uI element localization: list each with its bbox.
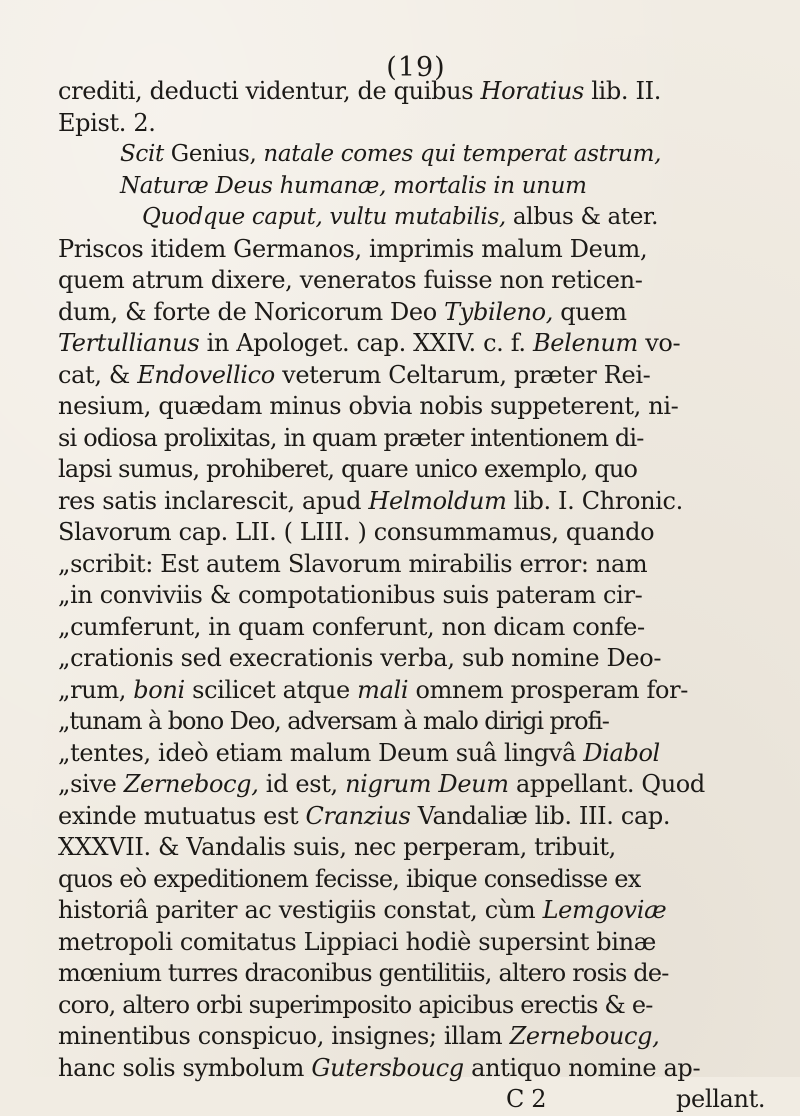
text-run: metropoli comitatus Lippiaci hodiè supersint binæ [58, 927, 656, 956]
text-run: lapsi sumus, prohiberet, quare unico exemplo, quo [58, 455, 638, 483]
text-line [58, 895, 788, 927]
text-run: Epist. 2. [58, 108, 156, 137]
text-run: lib. I. Chronic. [506, 486, 683, 515]
text-line [58, 108, 788, 140]
text-run: mœnium turres draconibus gentilitiis, altero rosis de- [58, 959, 669, 987]
text-line [58, 643, 788, 675]
italic-text: Scit [120, 141, 164, 167]
italic-text: Tybileno, [444, 297, 554, 326]
text-line [58, 990, 788, 1022]
text-run: XXXVII. & Vandalis suis, nec perperam, tribuit, [58, 833, 616, 861]
italic-text: Tertullianus [58, 329, 200, 357]
text-line [58, 675, 788, 707]
text-run: quem [553, 297, 627, 326]
footer-line [58, 1084, 788, 1116]
text-run: si odiosa prolixitas, in quam præter intentionem di- [58, 423, 644, 452]
italic-text: boni [133, 675, 185, 704]
text-run: cat, & [58, 360, 138, 389]
text-run: „sive [58, 770, 124, 798]
text-line [58, 1053, 788, 1085]
text-run: antiquo nomine ap- [463, 1053, 701, 1082]
text-line [58, 486, 788, 518]
text-run: veterum Celtarum, præter Rei- [274, 360, 651, 389]
text-line [58, 423, 788, 455]
text-run: lib. II. [583, 77, 661, 105]
text-line [58, 832, 788, 864]
text-line [58, 801, 788, 833]
text-line [58, 391, 788, 423]
text-run: Slavorum cap. LII. ( LIII. ) consummamus, quando [58, 518, 655, 546]
text-line [58, 738, 788, 770]
text-line [58, 265, 788, 297]
page-number: (19) [386, 52, 446, 83]
text-run: „tunam à bono Deo, adversam à malo dirigi profi- [58, 707, 609, 735]
italic-text: Gutersboucg [311, 1053, 464, 1082]
italic-text: natale comes qui temperat astrum, [263, 141, 662, 167]
text-line [58, 76, 788, 108]
italic-text: Lemgoviæ [542, 896, 667, 924]
text-run: vo- [637, 329, 681, 357]
verse-line [58, 171, 788, 203]
text-line [58, 706, 788, 738]
text-line [58, 549, 788, 581]
text-run: „rum, [58, 675, 134, 704]
text-run: minentibus conspicuo, insignes; illam [58, 1022, 510, 1050]
text-body [58, 76, 788, 1116]
verse-line [58, 202, 788, 234]
text-run: omnem prosperam for- [408, 675, 688, 704]
italic-text: Helmoldum [368, 486, 507, 515]
text-run: coro, altero orbi superimposito apicibus erectis & e- [58, 990, 653, 1019]
text-run: Priscos itidem Germanos, imprimis malum Deum, [58, 234, 648, 263]
text-run: hanc solis symbolum [58, 1053, 312, 1082]
italic-text: Zerneboucg, [509, 1022, 660, 1050]
verse-line [58, 139, 788, 171]
italic-text: mali [357, 675, 409, 704]
italic-text: Quodque caput, vultu mutabilis, [142, 204, 506, 230]
italic-text: Naturæ Deus humanæ, mortalis in unum [120, 172, 587, 199]
italic-text: Diabol [583, 738, 660, 767]
text-line [58, 454, 788, 486]
text-line [58, 517, 788, 549]
text-run: res satis inclarescit, apud [58, 486, 369, 515]
text-run: historiâ pariter ac vestigiis constat, cùm [58, 896, 543, 924]
text-run: quos eò expeditionem fecisse, ibique consedisse ex [58, 864, 641, 893]
italic-text: Belenum [532, 329, 638, 357]
italic-text: Endovellico [137, 360, 275, 389]
text-line [58, 1021, 788, 1053]
text-line [58, 297, 788, 329]
text-run: dum, & forte de Noricorum Deo [58, 297, 445, 326]
text-run: scilicet atque [184, 675, 358, 704]
italic-text: Cranzius [305, 801, 411, 830]
text-line [58, 328, 788, 360]
text-run: quem atrum dixere, veneratos fuisse non reticen- [58, 266, 643, 294]
text-line [58, 927, 788, 959]
italic-text: Horatius [480, 77, 584, 105]
text-run: id est, [258, 770, 346, 798]
text-line [58, 612, 788, 644]
text-line [58, 958, 788, 990]
text-line [58, 769, 788, 801]
text-run: appellant. Quod [508, 770, 705, 798]
catchword: pellant. [676, 1085, 766, 1113]
text-run: „scribit: Est autem Slavorum mirabilis error: nam [58, 549, 648, 578]
text-run: „tentes, ideò etiam malum Deum suâ lingvâ [58, 738, 584, 767]
text-line [58, 864, 788, 896]
text-run: „in conviviis & compotationibus suis pateram cir- [58, 581, 643, 609]
italic-text: nigrum Deum [345, 770, 509, 798]
text-run: Genius, [163, 141, 264, 167]
text-run: in Apologet. cap. XXIV. c. f. [199, 329, 533, 357]
text-run: Vandaliæ lib. III. cap. [410, 801, 671, 830]
text-line [58, 580, 788, 612]
text-run: nesium, quædam minus obvia nobis suppeterent, ni- [58, 392, 679, 420]
text-line [58, 360, 788, 392]
text-line [58, 234, 788, 266]
text-run: crediti, deducti videntur, de quibus [58, 77, 481, 105]
text-run: exinde mutuatus est [58, 801, 306, 830]
signature-mark: C 2 [506, 1085, 547, 1113]
italic-text: Zernebocg, [123, 770, 259, 798]
text-run: albus & ater. [505, 204, 659, 230]
text-run: „cumferunt, in quam conferunt, non dicam confe- [58, 612, 645, 641]
text-run: „crationis sed execrationis verba, sub nomine Deo- [58, 644, 662, 672]
